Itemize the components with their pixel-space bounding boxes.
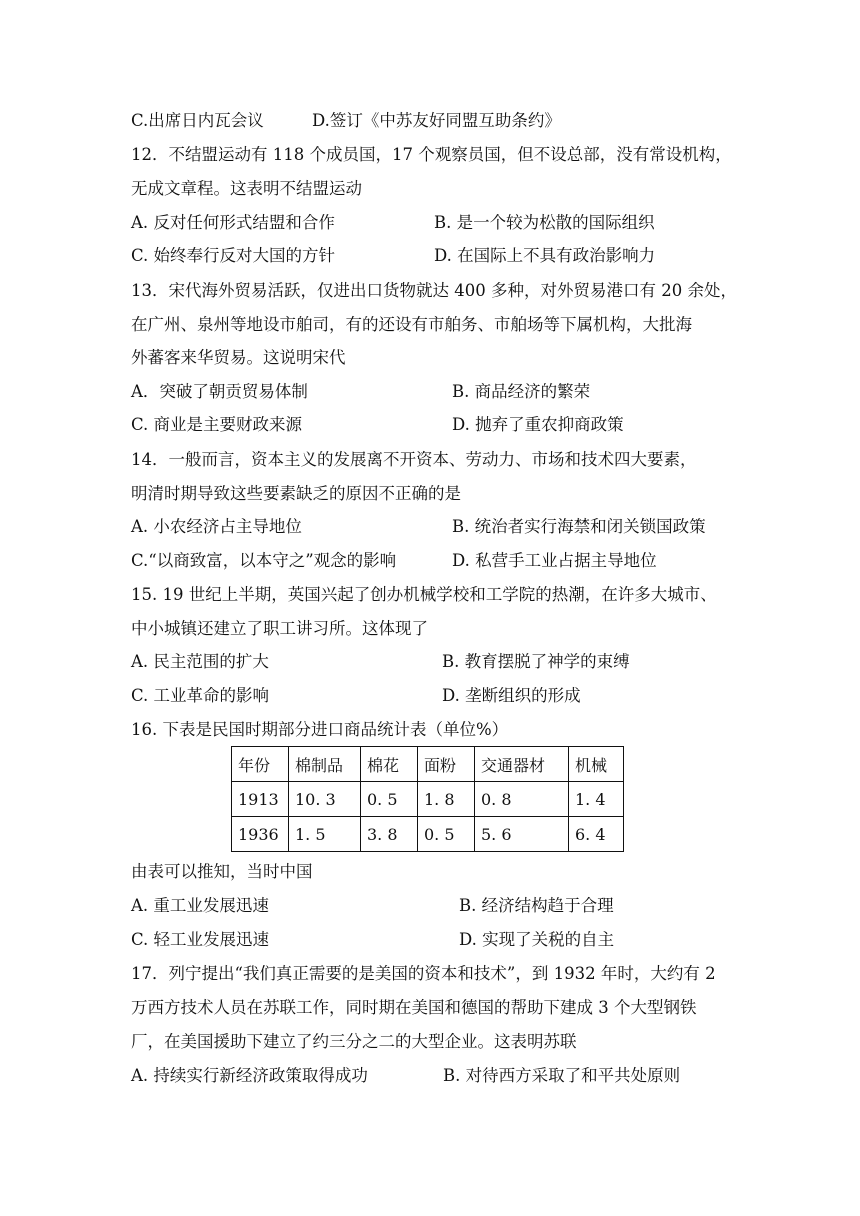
table-header-cell: 棉花 [361,747,418,782]
q16-option-c: C. 轻工业发展迅速 [131,930,270,949]
q13-option-b: B. 商品经济的繁荣 [452,382,591,401]
q13-option-d: D. 抛弃了重农抑商政策 [452,415,624,434]
q16-option-a: A. 重工业发展迅速 [131,896,269,915]
table-cell: 5. 6 [475,817,569,852]
q15-option-a: A. 民主范围的扩大 [131,652,269,671]
q14-option-c: C.“以商致富，以本守之”观念的影响 [131,551,397,570]
table-cell: 3. 8 [361,817,418,852]
table-cell: 0. 5 [361,782,418,817]
q14-stem-line-1: 14．一般而言，资本主义的发展离不开资本、劳动力、市场和技术四大要素， [131,450,697,469]
q17-stem-line-2: 万西方技术人员在苏联工作，同时期在美国和德国的帮助下建成 3 个大型钢铁 [131,998,697,1017]
q17-option-b: B. 对待西方采取了和平共处原则 [443,1066,681,1085]
table-cell: 10. 3 [289,782,361,817]
table-cell: 0. 8 [475,782,569,817]
table-header-cell: 棉制品 [289,747,361,782]
q14-option-a: A. 小农经济占主导地位 [131,517,302,536]
q16-option-d: D. 实现了关税的自主 [459,930,615,949]
import-goods-table [231,746,624,852]
q17-stem-line-1: 17．列宁提出“我们真正需要的是美国的资本和技术”，到 1932 年时，大约有 2 [131,964,716,983]
table-cell: 1913 [232,782,289,817]
table-header-cell: 机械 [569,747,624,782]
q11-option-d: D.签订《中苏友好同盟互助条约》 [312,111,561,130]
table-row [232,817,624,852]
q15-option-b: B. 教育摆脱了神学的束缚 [442,652,630,671]
q11-option-c: C.出席日内瓦会议 [131,111,264,130]
q12-option-b: B. 是一个较为松散的国际组织 [434,213,655,232]
q12-option-d: D. 在国际上不具有政治影响力 [434,246,656,265]
table-cell: 1. 5 [289,817,361,852]
q12-option-a: A. 反对任何形式结盟和合作 [131,213,335,232]
q17-option-a: A. 持续实行新经济政策取得成功 [131,1066,368,1085]
q14-stem-line-2: 明清时期导致这些要素缺乏的原因不正确的是 [131,484,461,503]
q16-option-b: B. 经济结构趋于合理 [459,896,614,915]
q13-option-a: A．突破了朝贡贸易体制 [131,382,308,401]
q15-stem-line-1: 15. 19 世纪上半期，英国兴起了创办机械学校和工学院的热潮，在许多大城市、 [131,585,717,604]
table-cell: 6. 4 [569,817,624,852]
table-header-row [232,747,624,782]
q12-stem-line-2: 无成文章程。这表明不结盟运动 [131,179,362,198]
table-cell: 0. 5 [418,817,475,852]
q16-stem-line-1: 16. 下表是民国时期部分进口商品统计表（单位%） [131,720,509,739]
q12-stem-line-1: 12．不结盟运动有 118 个成员国，17 个观察员国，但不设总部，没有常设机构， [131,145,732,164]
q14-option-d: D. 私营手工业占据主导地位 [452,551,657,570]
q14-option-b: B. 统治者实行海禁和闭关锁国政策 [452,517,706,536]
table-header-cell: 交通器材 [475,747,569,782]
table-cell: 1. 4 [569,782,624,817]
q15-stem-line-2: 中小城镇还建立了职工讲习所。这体现了 [131,619,428,638]
table-cell: 1936 [232,817,289,852]
q13-stem-line-1: 13．宋代海外贸易活跃，仅进出口货物就达 400 多种，对外贸易港口有 20 余处， [131,281,737,300]
q12-option-c: C. 始终奉行反对大国的方针 [131,246,336,265]
q15-option-d: D. 垄断组织的形成 [442,686,581,705]
table-row [232,782,624,817]
q16-after-table-text: 由表可以推知，当时中国 [131,862,313,881]
q15-option-c: C. 工业革命的影响 [131,686,270,705]
table-cell: 1. 8 [418,782,475,817]
q13-stem-line-3: 外蕃客来华贸易。这说明宋代 [131,348,346,367]
q13-stem-line-2: 在广州、泉州等地设市舶司，有的还设有市舶务、市舶场等下属机构，大批海 [131,315,692,334]
q13-option-c: C. 商业是主要财政来源 [131,415,303,434]
table-header-cell: 面粉 [418,747,475,782]
q17-stem-line-3: 厂，在美国援助下建立了约三分之二的大型企业。这表明苏联 [131,1032,577,1051]
table-header-cell: 年份 [232,747,289,782]
